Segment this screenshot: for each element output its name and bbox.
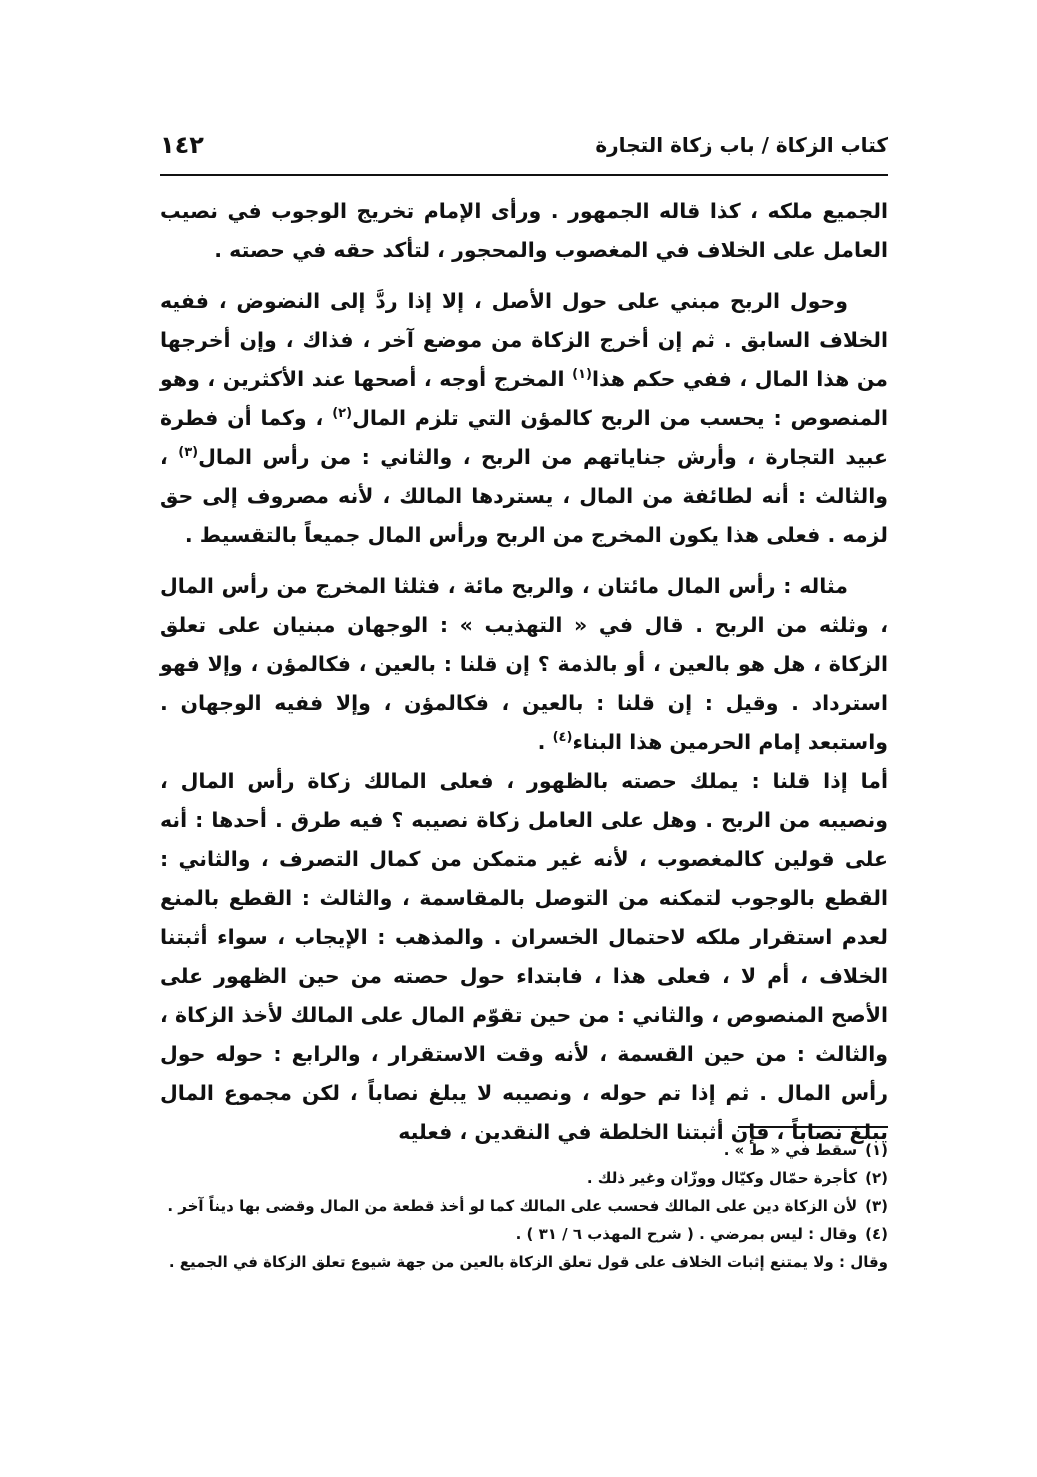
footnote-rule: [738, 1126, 888, 1128]
footnote-text: وقال : ليس بمرضي . ( شرح المهذب ٦ / ٣١ ) .: [515, 1225, 858, 1243]
footnote-text: سقط في « ط » .: [723, 1141, 858, 1159]
footnote-ref-4[interactable]: (٤): [552, 730, 573, 746]
footnote-number: (١): [865, 1141, 888, 1159]
running-title: كتاب الزكاة / باب زكاة التجارة: [595, 133, 888, 157]
footnote-number: (٣): [865, 1197, 888, 1215]
paragraph-3-part-a: مثاله : رأس المال مائتان ، والربح مائة ، فثلثا المخرج من رأس المال ، وثلثه من الربح . قال في « التهذيب » : الوجهان مبنيان على تعلق الزكاة ، هل هو بالعين ، أو بالذمة ؟ إن قلنا : بالعين ، فكالمؤن ، وإلا فهو استرداد . وقيل : إن قلنا : بالعين ، فكالمؤن ، وإلا ففيه الوجهان . واستبعد إمام الحرمين هذا البناء: [160, 574, 888, 754]
footnote-item: [160, 1192, 888, 1220]
paragraph-2-part-b: المخرج أوجه ، أصحها عند الأكثرين ، وهو المنصوص : يحسب من الربح كالمؤن التي تلزم المال: [160, 367, 888, 430]
footnote-ref-2[interactable]: (٢): [332, 406, 353, 422]
paragraph-2: [160, 282, 888, 555]
footnote-continuation: [160, 1248, 888, 1276]
header-rule: [160, 174, 888, 176]
book-page: [160, 122, 888, 1352]
paragraph-1: الجميع ملكه ، كذا قاله الجمهور . ورأى الإمام تخريج الوجوب في نصيب العامل على الخلاف في المغصوب والمحجور ، لتأكد حقه في حصته .: [160, 199, 888, 262]
footnote-number: (٢): [865, 1169, 888, 1187]
page-header: [160, 122, 888, 168]
paragraph-3: [160, 567, 888, 762]
footnote-item: [160, 1136, 888, 1164]
footnote-number: (٤): [865, 1225, 888, 1243]
paragraph-4: أما إذا قلنا : يملك حصته بالظهور ، فعلى المالك زكاة رأس المال ، ونصيبه من الربح . وهل على العامل زكاة نصيبه ؟ فيه طرق . أحدها : أنه على قولين كالمغصوب ، لأنه غير متمكن من كمال التصرف ، والثاني : القطع بالوجوب لتمكنه من التوصل بالمقاسمة ، والثالث : القطع بالمنع لعدم استقرار ملكه لاحتمال الخسران . والمذهب : الإيجاب ، سواء أثبتنا الخلاف ، أم لا ، فعلى هذا ، فابتداء حول حصته من حين الظهور على الأصح المنصوص ، والثاني : من حين تقوّم المال على المالك لأخذ الزكاة ، والثالث : من حين القسمة ، لأنه وقت الاستقرار ، والرابع : حوله حول رأس المال . ثم إذا تم حوله ، ونصيبه لا يبلغ نصاباً ، لكن مجموع المال يبلغ نصاباً ، فإن أثبتنا الخلطة في النقدين ، فعليه: [160, 769, 888, 1144]
footnotes: [160, 1136, 888, 1276]
paragraph-2-part-a: وحول الربح مبني على حول الأصل ، إلا إذا ردَّ إلى النضوض ، ففيه الخلاف السابق . ثم إن أخرج الزكاة من موضع آخر ، فذاك ، وإن أخرجها من هذا المال ، ففي حكم هذا: [160, 289, 888, 391]
paragraph-2-part-c: ، وكما أن فطرة عبيد التجارة ، وأرش جناياتهم من الربح ، والثاني : من رأس المال: [160, 406, 888, 469]
footnote-text: وقال : ولا يمتنع إثبات الخلاف على قول تعلق الزكاة بالعين من جهة شيوع تعلق الزكاة في الجميع .: [168, 1253, 888, 1271]
main-text: [160, 192, 888, 1164]
footnote-ref-1[interactable]: (١): [572, 367, 592, 383]
footnote-item: [160, 1220, 888, 1248]
footnote-text: لأن الزكاة دين على المالك فحسب على المالك كما لو أخذ قطعة من المال وقضى بها ديناً آخر .: [167, 1197, 858, 1215]
footnote-ref-3[interactable]: (٣): [178, 445, 199, 461]
paragraph-3-part-b: .: [537, 730, 553, 754]
footnote-item: [160, 1164, 888, 1192]
page-number: ١٤٢: [160, 131, 204, 159]
paragraph-2-part-d: ، والثالث : أنه لطائفة من المال ، يستردها المالك ، لأنه مصروف إلى حق لزمه . فعلى هذا يكون المخرج من الربح ورأس المال جميعاً بالتقسيط .: [160, 445, 888, 547]
footnote-text: كأجرة حمّال وكيّال ووزّان وغير ذلك .: [586, 1169, 858, 1187]
